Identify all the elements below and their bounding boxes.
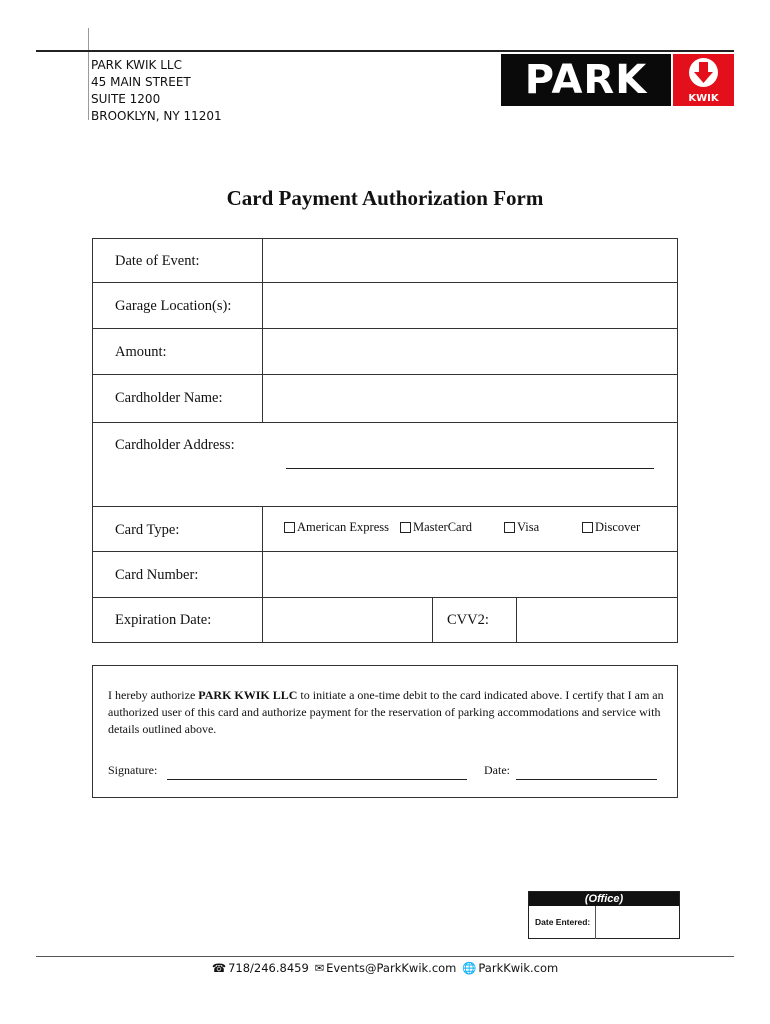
company-name: PARK KWIK LLC — [91, 58, 182, 72]
date-entered-label: Date Entered: — [535, 917, 591, 927]
row-card-number — [93, 552, 677, 598]
date-line[interactable] — [516, 779, 657, 780]
row-expiration-cvv — [93, 598, 677, 642]
header-horizontal-rule — [36, 50, 734, 52]
option-discover[interactable] — [582, 520, 640, 535]
column-divider — [262, 239, 263, 282]
globe-icon: 🌐 — [462, 961, 477, 975]
authorization-text-start: I hereby authorize — [108, 688, 199, 702]
amount-label: Amount: — [115, 344, 167, 360]
option-label: Visa — [517, 520, 540, 534]
office-use-box — [528, 891, 680, 939]
cardholder-address-label: Cardholder Address: — [115, 437, 235, 453]
phone-icon: ☎ — [211, 961, 227, 975]
garage-locations-label: Garage Location(s): — [115, 298, 232, 314]
logo-park-text: PARK — [525, 54, 647, 106]
signature-line[interactable] — [167, 779, 467, 780]
address-underline — [286, 468, 654, 469]
form-title: Card Payment Authorization Form — [226, 186, 544, 210]
cardholder-name-label: Cardholder Name: — [115, 390, 223, 406]
payment-form-table — [92, 238, 678, 643]
company-city: BROOKLYN, NY 11201 — [91, 109, 222, 123]
column-divider — [262, 552, 263, 597]
date-label: Date: — [484, 763, 510, 777]
checkbox[interactable] — [284, 522, 295, 533]
office-header: (Office) — [529, 892, 679, 906]
row-cardholder-name — [93, 375, 677, 423]
column-divider — [262, 598, 263, 642]
company-address — [91, 57, 222, 125]
checkbox[interactable] — [400, 522, 411, 533]
column-divider — [516, 598, 517, 642]
footer-contact — [0, 961, 770, 975]
authorization-text-end: to initiate a one-time debit to the card indicated above. I certify that I am an authorized user of this card and authorize payment for the reservation of parking accommodations and service with details outlined above. — [108, 688, 664, 736]
checkbox[interactable] — [504, 522, 515, 533]
envelope-icon: ✉ — [314, 961, 325, 975]
option-american-express[interactable] — [284, 520, 389, 535]
company-street: 45 MAIN STREET — [91, 75, 191, 89]
company-suite: SUITE 1200 — [91, 92, 161, 106]
row-cardholder-address — [93, 423, 677, 507]
row-amount — [93, 329, 677, 375]
authorization-statement — [108, 687, 668, 738]
email-address: Events@ParkKwik.com — [326, 961, 457, 975]
option-visa[interactable] — [504, 520, 539, 535]
logo-kwik-text: KWIK — [688, 93, 719, 104]
date-of-event-label: Date of Event: — [115, 253, 200, 269]
park-kwik-logo — [501, 54, 734, 106]
column-divider — [262, 375, 263, 422]
row-card-type — [93, 507, 677, 552]
phone-number: 718/246.8459 — [228, 961, 309, 975]
office-divider — [595, 906, 596, 939]
down-arrow-icon — [688, 57, 719, 91]
footer-rule — [36, 956, 734, 957]
website: ParkKwik.com — [478, 961, 559, 975]
column-divider — [262, 283, 263, 328]
authorization-box — [92, 665, 678, 798]
option-label: Discover — [595, 520, 641, 534]
expiration-date-label: Expiration Date: — [115, 612, 212, 628]
column-divider — [432, 598, 433, 642]
checkbox[interactable] — [582, 522, 593, 533]
option-mastercard[interactable] — [400, 520, 472, 535]
column-divider — [262, 507, 263, 551]
logo-kwik-block — [673, 54, 734, 106]
row-date-of-event — [93, 239, 677, 283]
card-type-label: Card Type: — [115, 522, 180, 538]
column-divider — [262, 329, 263, 374]
logo-park-block — [501, 54, 671, 106]
card-number-label: Card Number: — [115, 567, 199, 583]
cvv2-label: CVV2: — [447, 612, 489, 628]
signature-label: Signature: — [108, 763, 158, 777]
option-label: American Express — [297, 520, 389, 534]
authorization-company: PARK KWIK LLC — [198, 688, 298, 702]
header-vertical-rule — [88, 28, 89, 120]
option-label: MasterCard — [413, 520, 473, 534]
row-garage-locations — [93, 283, 677, 329]
